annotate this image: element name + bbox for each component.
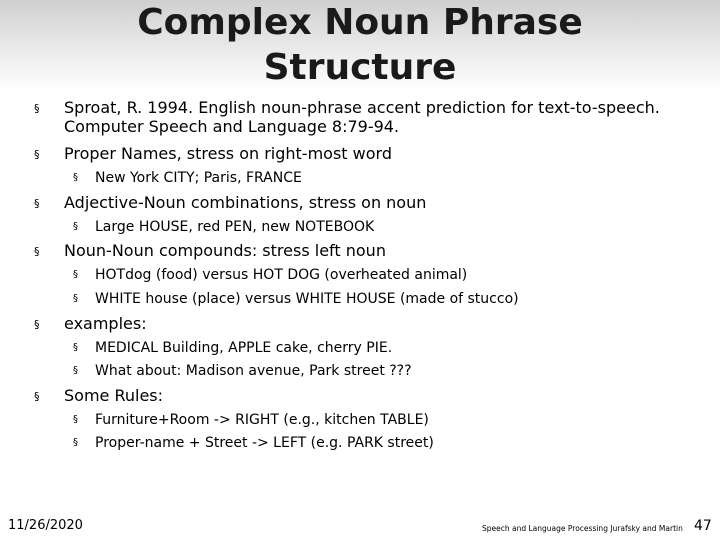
bullet-icon: §	[34, 318, 40, 331]
sub-bullet-icon: §	[73, 221, 78, 232]
bullet-text: Noun-Noun compounds: stress left noun	[64, 241, 386, 260]
sub-bullet-text: Furniture+Room -> RIGHT (e.g., kitchen TABLE)	[95, 412, 429, 428]
sub-bullet-text: Proper-name + Street -> LEFT (e.g. PARK street)	[95, 435, 434, 451]
sub-bullet-icon: §	[73, 172, 78, 183]
footer-date: 11/26/2020	[8, 518, 83, 533]
bullet-icon: §	[34, 197, 40, 210]
title-line-1: Complex Noun Phrase	[137, 2, 583, 43]
sub-bullet-icon: §	[73, 437, 78, 448]
footer-credit: Speech and Language Processing Jurafsky and Martin	[482, 524, 683, 533]
sub-bullet-icon: §	[73, 293, 78, 304]
sub-bullet-text: MEDICAL Building, APPLE cake, cherry PIE.	[95, 340, 393, 356]
bullet-text: Some Rules:	[64, 386, 164, 405]
bullet-text: Adjective-Noun combinations, stress on noun	[64, 193, 427, 212]
sub-bullet-icon: §	[73, 414, 78, 425]
bullet-icon: §	[34, 245, 40, 258]
bullet-icon: §	[34, 390, 40, 403]
title-line-2: Structure	[263, 47, 457, 88]
slide-number: 47	[694, 518, 712, 534]
bullet-icon: §	[34, 148, 40, 161]
sub-bullet-text: New York CITY; Paris, FRANCE	[95, 170, 302, 186]
bullet-text: examples:	[64, 314, 147, 333]
sub-bullet-text: WHITE house (place) versus WHITE HOUSE (made of stucco)	[95, 291, 519, 307]
bullet-icon: §	[34, 102, 40, 115]
sub-bullet-text: HOTdog (food) versus HOT DOG (overheated animal)	[95, 267, 468, 283]
bullet-text: Proper Names, stress on right-most word	[64, 144, 392, 163]
sub-bullet-text: Large HOUSE, red PEN, new NOTEBOOK	[95, 219, 375, 235]
sub-bullet-icon: §	[73, 342, 78, 353]
sub-bullet-text: What about: Madison avenue, Park street ???	[95, 363, 412, 379]
sub-bullet-icon: §	[73, 365, 78, 376]
bullet-text: Sproat, R. 1994. English noun-phrase accent prediction for text-to-speech. Computer Speech and Language 8:79-94.	[64, 98, 660, 136]
sub-bullet-icon: §	[73, 269, 78, 280]
